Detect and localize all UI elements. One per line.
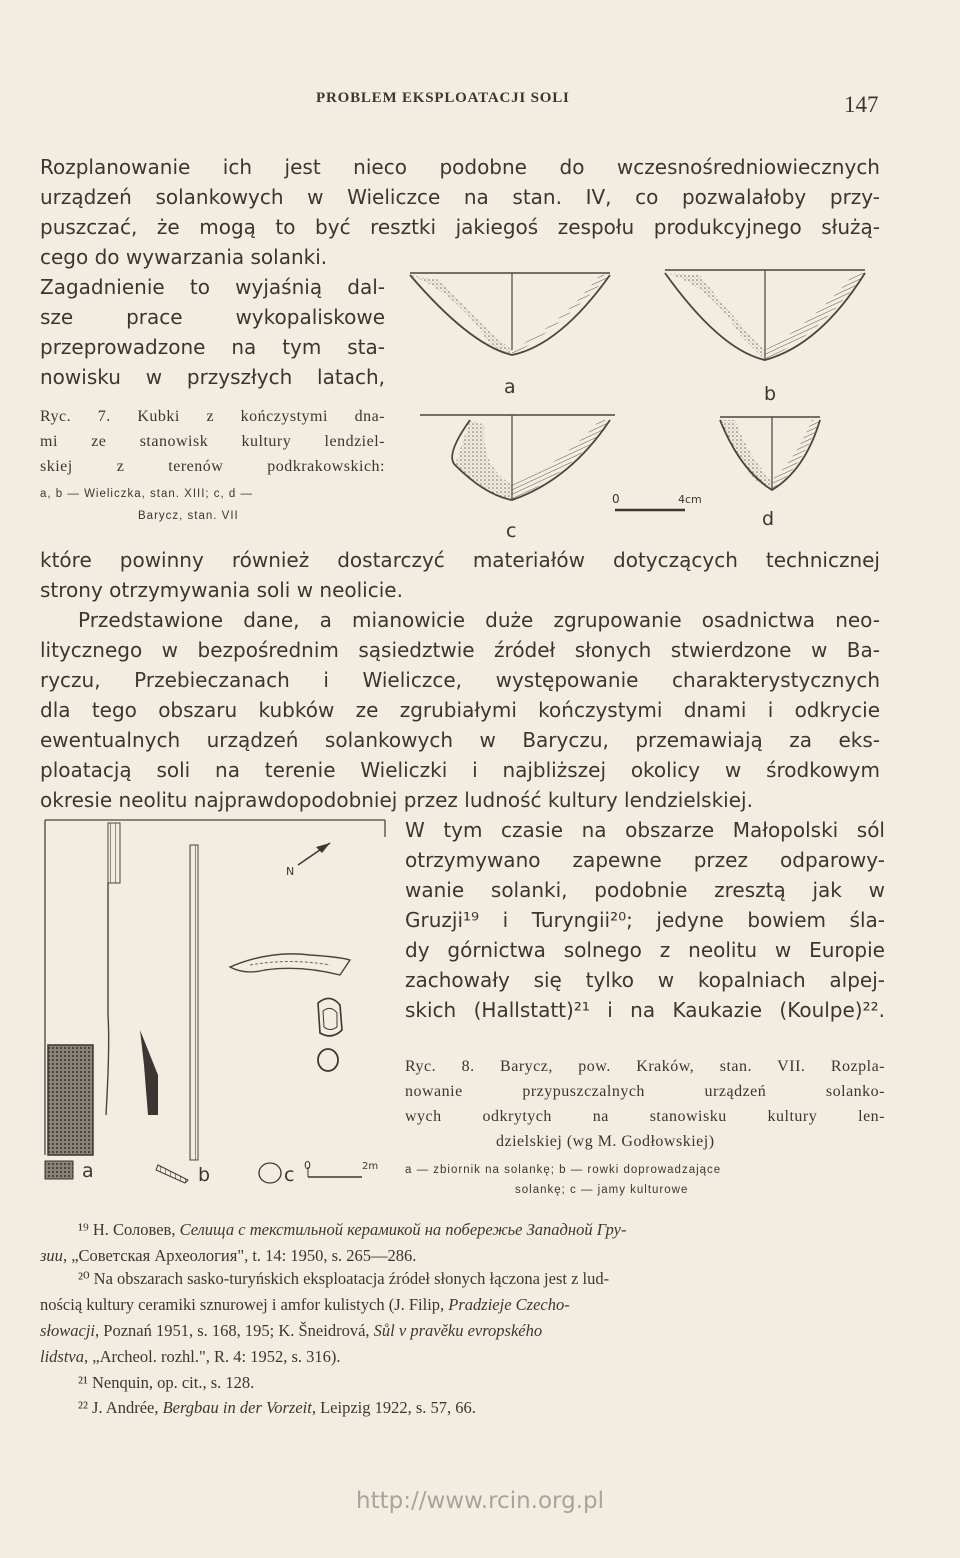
caption-line: nowanie przypuszczalnych urządzeń solanko- (405, 1083, 885, 1100)
text-line: W tym czasie na obszarze Małopolski sól (405, 818, 885, 842)
text-line: Zagadnienie to wyjaśnią dal- (40, 275, 385, 299)
footnote-19: ¹⁹ Н. Соловев, Селища с текстильной керамикой на побережье Западной Гру- (78, 1220, 627, 1239)
legend-a-swatch (45, 1161, 73, 1179)
text-line: ploatacją soli na terenie Wieliczki i najbliższej okolicy w środkowym (40, 758, 880, 782)
caption-line: Barycz, stan. VII (138, 510, 239, 522)
caption-line: solankę; c — jamy kulturowe (515, 1184, 689, 1196)
cup-b-icon (665, 270, 865, 360)
legend-b-swatch (156, 1165, 188, 1183)
caption-line: Ryc. 8. Barycz, pow. Kraków, stan. VII. Rozpla- (405, 1058, 885, 1075)
text-line: nowisku w przyszłych latach, (40, 365, 385, 389)
footnote-20-cont: słowacji, Poznań 1951, s. 168, 195; K. Šneidrová, Sůl v pravěku evropského (40, 1321, 543, 1340)
label-d: d (762, 508, 775, 530)
north-label: N (286, 865, 295, 878)
running-head: PROBLEM EKSPLOATACJI SOLI (316, 90, 570, 106)
footnote-20-cont: nością kultury ceramiki sznurowej i amfor kulistych (J. Filip, Pradzieje Czecho- (40, 1295, 570, 1314)
figure-7-cups-drawing (400, 255, 890, 545)
text-line: ryczu, Przebieczanach i Wieliczce, występowanie charakterystycznych (40, 668, 880, 692)
footnote-20-cont: lidstva, „Archeol. rozhl.", R. 4: 1952, s. 316). (40, 1347, 341, 1366)
caption-line: skiej z terenów podkrakowskich: (40, 458, 385, 475)
cup-c-icon (420, 415, 615, 500)
reservoir-icon (48, 1045, 93, 1155)
page-number: 147 (844, 92, 879, 117)
text-line: Gruzji¹⁹ i Turyngii²⁰; jedyne bowiem śla- (405, 908, 885, 932)
caption-line: mi ze stanowisk kultury lendziel- (40, 433, 385, 450)
text-line: strony otrzymywania soli w neolicie. (40, 578, 403, 602)
scale-bar-icon (308, 1167, 362, 1177)
source-url: http://www.rcin.org.pl (356, 1488, 604, 1514)
caption-line: Ryc. 7. Kubki z kończystymi dna- (40, 408, 385, 425)
pit-icon (318, 1049, 338, 1071)
text-line: przeprowadzone na tym sta- (40, 335, 385, 359)
text-line: sze prace wykopaliskowe (40, 305, 385, 329)
legend-c-label: c (284, 1164, 295, 1186)
footnote-19-cont: зии, „Советская Археология", t. 14: 1950, s. 265—286. (40, 1246, 417, 1265)
text-line: puszczać, że mogą to być resztki jakiegoś zespołu produkcyjnego służą- (40, 215, 880, 239)
text-line: które powinny również dostarczyć materiałów dotyczących technicznej (40, 548, 880, 572)
groove-icon (230, 954, 350, 975)
cup-d-icon (720, 417, 820, 490)
label-a: a (504, 376, 516, 398)
caption-line: a — zbiornik na solankę; b — rowki doprowadzające (405, 1164, 722, 1176)
pit-icon (318, 998, 342, 1035)
footnote-20: ²⁰ Na obszarach sasko-turyńskich eksploatacja źródeł słonych łączona jest z lud- (78, 1269, 610, 1288)
text-line: dla tego obszaru kubków ze zgrubiałymi kończystymi dnami i odkrycie (40, 698, 880, 722)
label-c: c (506, 520, 517, 542)
scale-end: 4cm (678, 493, 702, 506)
scale-end: 2m (362, 1161, 379, 1172)
legend-b-label: b (198, 1164, 211, 1186)
cup-a-icon (410, 273, 610, 355)
text-line: zachowały się tylko w kopalniach alpej- (405, 968, 885, 992)
text-line: dy górnictwa solnego z neolitu w Europie (405, 938, 885, 962)
text-line: Przedstawione dane, a mianowicie duże zgrupowanie osadnictwa neo- (78, 608, 880, 632)
legend-c-swatch (259, 1163, 281, 1183)
text-line: otrzymywano zapewne przez odparowy- (405, 848, 885, 872)
text-line: cego do wywarzania solanki. (40, 245, 328, 269)
footnote-21: ²¹ Nenquin, op. cit., s. 128. (78, 1373, 255, 1392)
scale-start: 0 (304, 1159, 311, 1172)
north-arrow-icon (298, 843, 330, 865)
text-line: urządzeń solankowych w Wieliczce na stan. IV, co pozwalałoby przy- (40, 185, 880, 209)
text-line: litycznego w bezpośrednim sąsiedztwie źródeł słonych stwierdzone w Ba- (40, 638, 880, 662)
text-line: skich (Hallstatt)²¹ i na Kaukazie (Koulpe)²². (405, 998, 885, 1022)
caption-line: dzielskiej (wg M. Godłowskiej) (496, 1133, 715, 1150)
text-line: Rozplanowanie ich jest nieco podobne do wczesnośredniowiecznych (40, 155, 880, 179)
text-line: ewentualnych urządzeń solankowych w Baryczu, przemawiają za eks- (40, 728, 880, 752)
caption-line: a, b — Wieliczka, stan. XIII; c, d — (40, 488, 254, 500)
text-line: okresie neolitu najprawdopodobniej przez ludność kultury lendzielskiej. (40, 788, 753, 812)
footnote-22: ²² J. Andrée, Bergbau in der Vorzeit, Leipzig 1922, s. 57, 66. (78, 1398, 476, 1417)
figure-8-plan-drawing (40, 815, 395, 1200)
legend-a-label: a (82, 1160, 94, 1182)
scale-start: 0 (612, 492, 620, 506)
caption-line: wych odkrytych na stanowisku kultury len- (405, 1108, 885, 1125)
label-b: b (764, 383, 777, 405)
text-line: wanie solanki, podobnie zresztą jak w (405, 878, 885, 902)
channel-icon (106, 823, 198, 1160)
